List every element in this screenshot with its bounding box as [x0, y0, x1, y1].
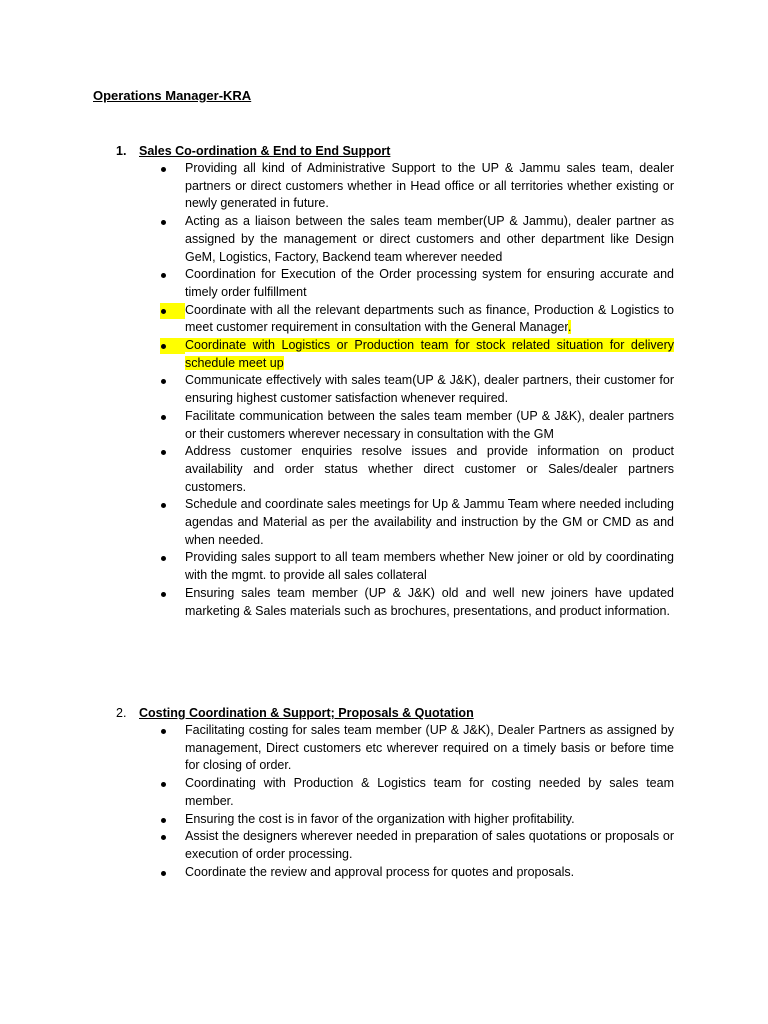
list-item: [116, 722, 674, 775]
section-heading: [116, 142, 676, 160]
list-item: [116, 864, 674, 882]
list-item: [116, 443, 674, 496]
list-item: [116, 811, 674, 829]
section-costing-coordination: [116, 704, 676, 881]
list-item: [116, 160, 674, 213]
list-item-highlighted-partial: [116, 302, 674, 337]
bullet-list: [116, 722, 676, 881]
section-sales-coordination: [116, 142, 676, 620]
list-item: [116, 213, 674, 266]
bullet-icon: [161, 167, 166, 172]
bullet-icon: [161, 871, 166, 876]
list-item-highlighted: [116, 337, 674, 372]
bullet-icon: [161, 220, 166, 225]
list-item-text: Ensuring sales team member (UP & J&K) old and well new joiners have updated marketing & Sales materials such as brochures, presentations, and product information.: [185, 585, 674, 618]
section-title: Sales Co-ordination & End to End Support: [139, 144, 391, 158]
bullet-icon: [161, 415, 166, 420]
document-title: Operations Manager-KRA: [93, 88, 252, 103]
section-number: 2.: [116, 706, 127, 720]
list-item-text: Address customer enquiries resolve issues and provide information on product availability and order status whether direct customer or Sales/dealer partners customers.: [185, 444, 674, 494]
list-item-text: Coordinate with all the relevant departments such as finance, Production & Logistics to meet customer requirement in consultation with the General Manager: [185, 302, 674, 335]
section-heading: [116, 704, 676, 722]
list-item-text: Schedule and coordinate sales meetings for Up & Jammu Team where needed including agendas and Material as per the availability and instruction by the GM or CMD as and when needed.: [185, 497, 674, 547]
bullet-icon: [161, 503, 166, 508]
list-item: [116, 266, 674, 301]
list-item-text: Facilitating costing for sales team member (UP & J&K), Dealer Partners as assigned by management, Direct customers etc wherever required on a timely basis or before time for closing of order.: [185, 723, 674, 773]
list-item-text: Facilitate communication between the sales team member (UP & J&K), dealer partners or their customers wherever necessary in consultation with the GM: [185, 408, 674, 441]
list-item: [116, 408, 674, 443]
bullet-icon: [161, 782, 166, 787]
bullet-icon: [161, 835, 166, 840]
list-item: [116, 775, 674, 810]
bullet-highlight: [160, 338, 185, 354]
bullet-highlight: [160, 303, 185, 319]
list-item-text: Providing all kind of Administrative Support to the UP & Jammu sales team, dealer partners or direct customers whether in Head office or all territories whether existing or newly generated in future.: [185, 161, 674, 211]
list-item-text: Coordination for Execution of the Order processing system for ensuring accurate and timely order fulfillment: [185, 267, 674, 299]
bullet-icon: [161, 344, 166, 349]
bullet-icon: [161, 729, 166, 734]
bullet-icon: [161, 818, 166, 823]
list-item: [116, 372, 674, 407]
list-item-text: Acting as a liaison between the sales team member(UP & Jammu), dealer partner as assigned by the management or direct customers and other department like Design GeM, Logistics, Factory, Backend team wherever needed: [185, 214, 674, 264]
list-item-text: Coordinate with Logistics or Production team for stock related situation for delivery schedule meet up: [185, 338, 674, 370]
bullet-icon: [161, 309, 166, 314]
list-item-text: Ensuring the cost is in favor of the organization with higher profitability.: [185, 811, 575, 826]
section-title: Costing Coordination & Support; Proposals & Quotation: [139, 706, 474, 720]
list-item: [116, 549, 674, 584]
list-item-text: Assist the designers wherever needed in preparation of sales quotations or proposals or execution of order processing.: [185, 829, 674, 861]
bullet-icon: [161, 450, 166, 455]
list-item-text: Coordinating with Production & Logistics team for costing needed by sales team member.: [185, 776, 674, 808]
bullet-icon: [161, 379, 166, 384]
bullet-icon: [161, 556, 166, 561]
list-item: [116, 585, 674, 620]
list-item: [116, 496, 674, 549]
bullet-list: [116, 160, 676, 620]
section-number: 1.: [116, 144, 127, 158]
bullet-icon: [161, 273, 166, 278]
list-item-text: Providing sales support to all team members whether New joiner or old by coordinating with the mgmt. to provide all sales collateral: [185, 550, 674, 583]
bullet-icon: [161, 592, 166, 597]
highlighted-period: .: [567, 320, 572, 335]
list-item-text: Coordinate the review and approval process for quotes and proposals.: [185, 864, 575, 879]
list-item: [116, 828, 674, 863]
list-item-text: Communicate effectively with sales team(UP & J&K), dealer partners, their customer for ensuring highest customer satisfaction whenever required.: [185, 373, 674, 406]
